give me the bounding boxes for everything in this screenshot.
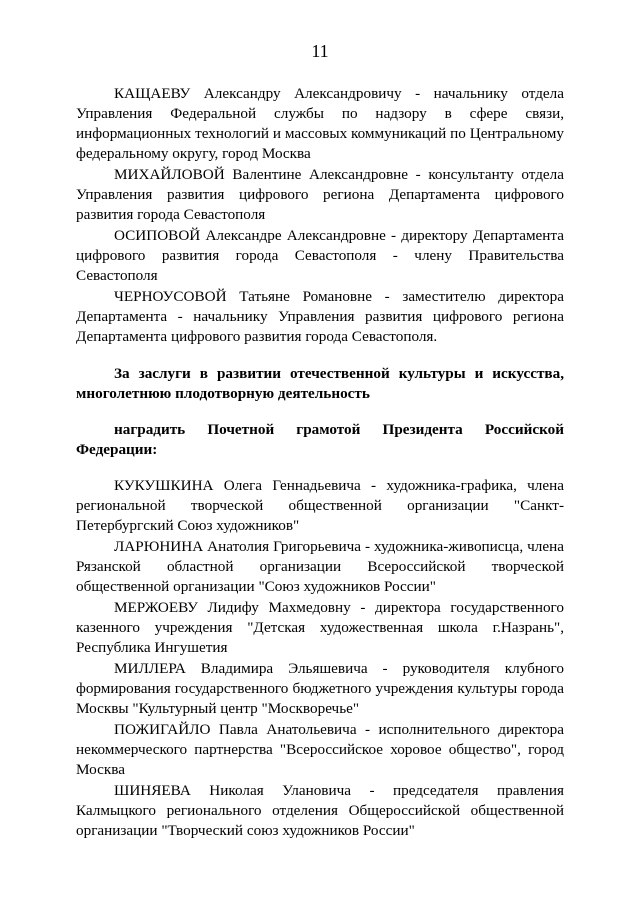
- award-list-section-1: [76, 84, 564, 347]
- award-entry-chernousova: ЧЕРНОУСОВОЙ Татьяне Романовне - заместителю директора Департамента - начальнику Управления развития цифрового региона Департамента цифрового развития города Севастополя.: [76, 288, 564, 345]
- award-entry-pozhigaylo: ПОЖИГАЙЛО Павла Анатольевича - исполнительного директора некоммерческого партнерства "Всероссийское хоровое общество", город Москва: [76, 721, 564, 778]
- award-entry-kukushkin: КУКУШКИНА Олега Геннадьевича - художника-графика, члена региональной творческой общественной организации "Санкт-Петербургский Союз художников": [76, 477, 564, 534]
- award-entry-laryunin: ЛАРЮНИНА Анатолия Григорьевича - художника-живописца, члена Рязанской областной организации Всероссийской творческой общественной организации "Союз художников России": [76, 538, 564, 595]
- award-entry-kashchaev: КАЩАЕВУ Александру Александровичу - начальнику отдела Управления Федеральной службы по надзору в сфере связи, информационных технологий и массовых коммуникаций по Центральному федеральному округу, город Москва: [76, 85, 564, 162]
- award-entry-mikhaylova: МИХАЙЛОВОЙ Валентине Александровне - консультанту отдела Управления развития цифрового региона Департамента цифрового развития города Севастополя: [76, 166, 564, 223]
- document-body: [76, 84, 564, 842]
- award-entry-merzhoeva: МЕРЖОЕВУ Лидифу Махмедовну - директора государственного казенного учреждения "Детская художественная школа г.Назрань", Республика Ингушетия: [76, 599, 564, 656]
- award-entry-shinyaev: ШИНЯЕВА Николая Улановича - председателя правления Калмыцкого регионального отделения Общероссийской общественной организации "Творческий союз художников России": [76, 782, 564, 839]
- page-number: 11: [311, 41, 329, 61]
- award-entry-miller: МИЛЛЕРА Владимира Эльяшевича - руководителя клубного формирования государственного бюджетного учреждения культуры города Москвы "Культурный центр "Москворечье": [76, 660, 564, 717]
- award-heading: наградить Почетной грамотой Президента Российской Федерации:: [76, 421, 564, 458]
- award-entry-osipova: ОСИПОВОЙ Александре Александровне - директору Департамента цифрового развития города Севастополя - члену Правительства Севастополя: [76, 227, 564, 284]
- merit-heading: За заслуги в развитии отечественной культуры и искусства, многолетнюю плодотворную деятельность: [76, 365, 564, 402]
- award-list-section-2: [76, 476, 564, 841]
